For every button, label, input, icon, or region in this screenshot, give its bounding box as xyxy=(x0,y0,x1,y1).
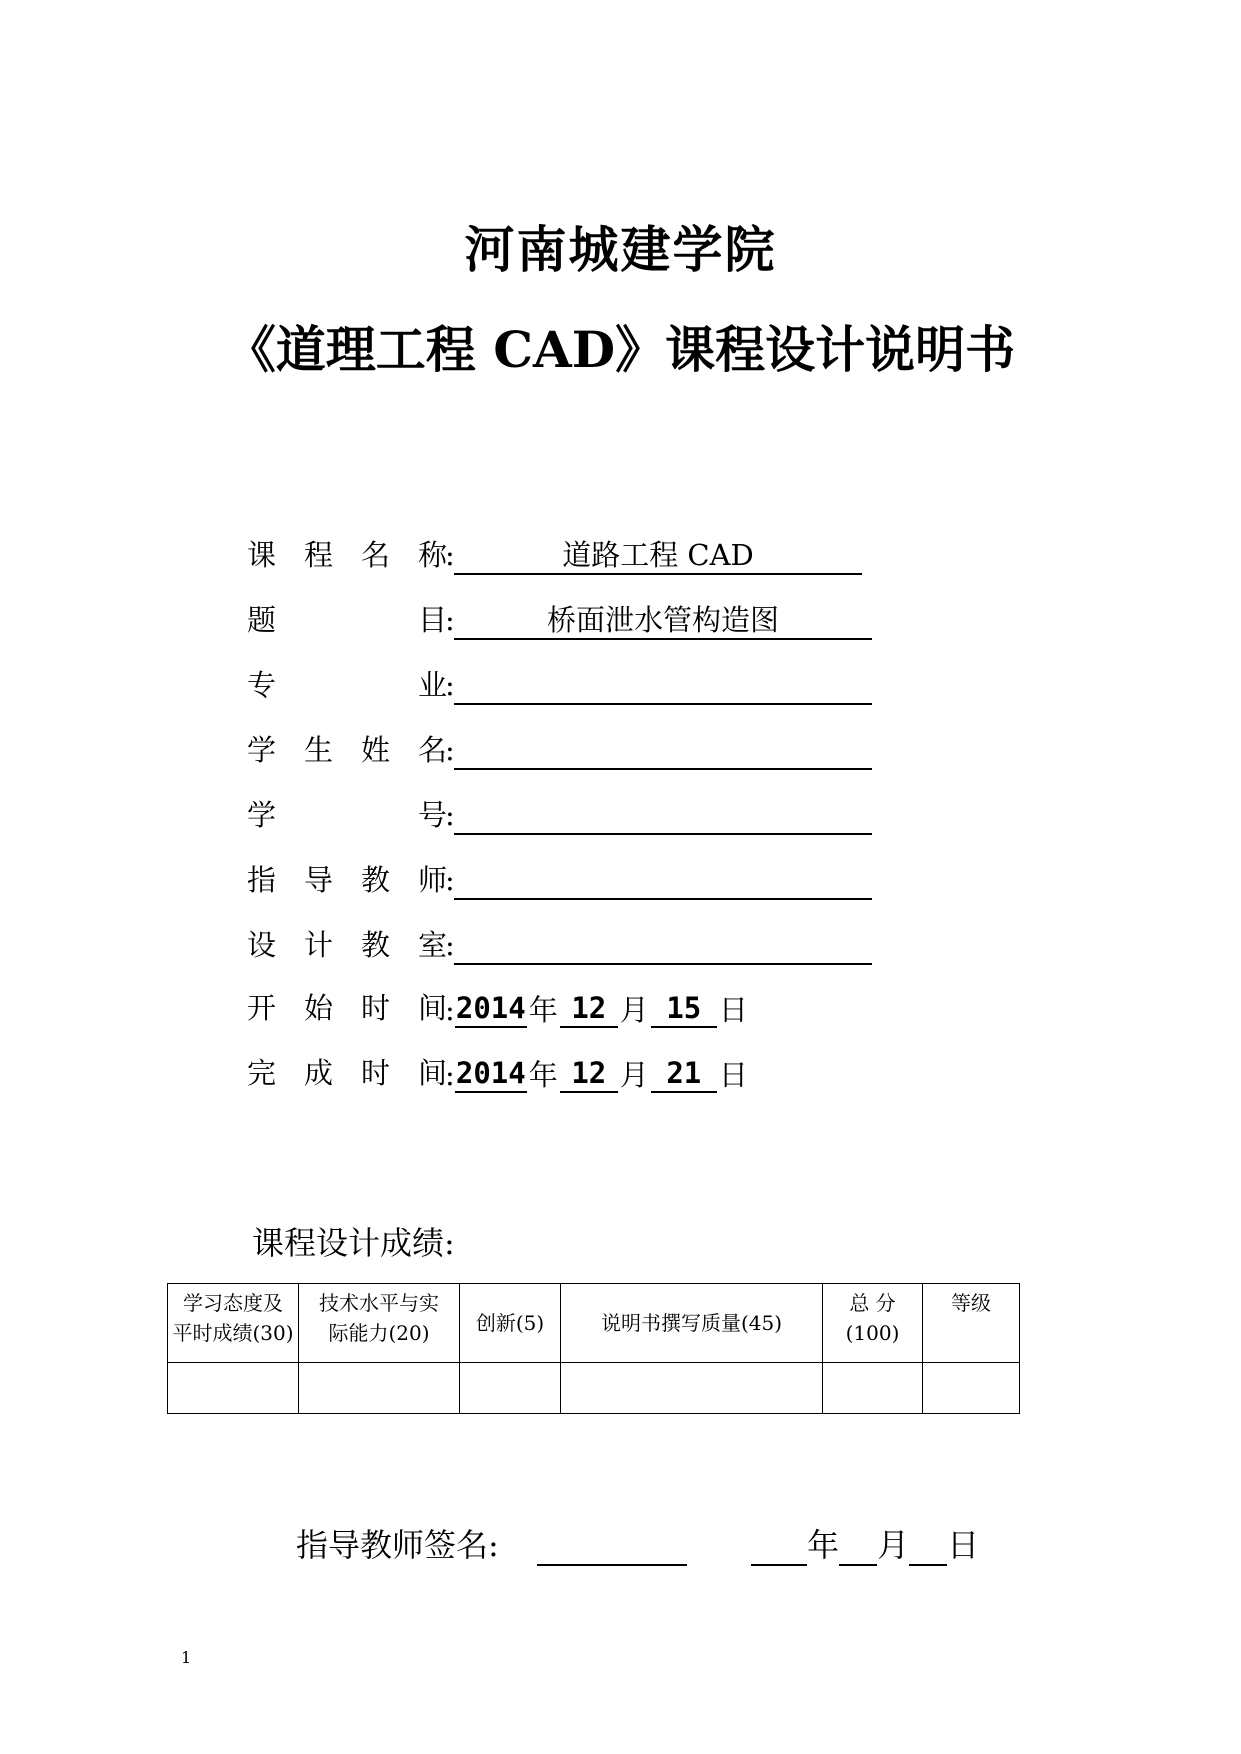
start-date-label: 开 始 时 间 xyxy=(247,991,447,1025)
field-label: 题 目 xyxy=(247,603,447,637)
end-month[interactable]: 12 xyxy=(560,1051,618,1093)
document-title: 《道理工程 CAD》课程设计说明书 xyxy=(225,320,1016,379)
grade-header-cell: 技术水平与实 际能力(20) xyxy=(299,1284,460,1363)
grades-title: 课程设计成绩: xyxy=(252,1224,455,1262)
institution-title: 河南城建学院 xyxy=(464,220,777,279)
start-month[interactable]: 12 xyxy=(560,986,618,1028)
field-value[interactable] xyxy=(454,728,872,770)
field-value[interactable] xyxy=(454,858,872,900)
signature-blank[interactable] xyxy=(537,1530,687,1566)
grade-header-cell: 等级 xyxy=(923,1284,1020,1363)
grades-value-row xyxy=(168,1363,1020,1414)
grade-header-cell: 说明书撰写质量(45) xyxy=(561,1284,823,1363)
end-date-label: 完 成 时 间 xyxy=(247,1056,447,1090)
start-year[interactable]: 2014 xyxy=(455,986,527,1028)
grade-cell-total[interactable] xyxy=(823,1363,923,1414)
field-label: 指 导 教 师 xyxy=(247,863,447,897)
field-value[interactable]: 桥面泄水管构造图 xyxy=(454,598,872,640)
signature-label: 指导教师签名: xyxy=(296,1526,499,1564)
field-label: 学 生 姓 名 xyxy=(247,733,447,767)
signature-year-blank[interactable] xyxy=(751,1530,807,1566)
grade-header-cell: 创新(5) xyxy=(460,1284,561,1363)
signature-month-blank[interactable] xyxy=(839,1530,877,1566)
field-value[interactable] xyxy=(454,923,872,965)
end-year[interactable]: 2014 xyxy=(455,1051,527,1093)
field-value[interactable]: 道路工程 CAD xyxy=(454,533,862,575)
year-unit: 年 xyxy=(807,1526,840,1564)
page-number: 1 xyxy=(181,1648,192,1667)
grade-header-cell: 学习态度及 平时成绩(30) xyxy=(168,1284,299,1363)
field-value[interactable] xyxy=(454,793,872,835)
month-unit: 月 xyxy=(877,1526,910,1564)
grade-cell-attitude[interactable] xyxy=(168,1363,299,1414)
field-label: 学 号 xyxy=(247,798,447,832)
grades-table xyxy=(167,1283,1020,1414)
grades-header-row xyxy=(168,1284,1020,1363)
day-unit: 日 xyxy=(947,1526,980,1564)
signature-line xyxy=(296,1520,979,1566)
field-label: 专 业 xyxy=(247,668,447,702)
start-day[interactable]: 15 xyxy=(651,986,717,1028)
grade-cell-level[interactable] xyxy=(923,1363,1020,1414)
end-day[interactable]: 21 xyxy=(651,1051,717,1093)
field-label: 课 程 名 称 xyxy=(247,538,447,572)
field-value[interactable] xyxy=(454,663,872,705)
grade-cell-report[interactable] xyxy=(561,1363,823,1414)
grade-cell-technical[interactable] xyxy=(299,1363,460,1414)
grade-header-cell: 总 分 (100) xyxy=(823,1284,923,1363)
grade-cell-innovation[interactable] xyxy=(460,1363,561,1414)
field-label: 设 计 教 室 xyxy=(247,928,447,962)
signature-day-blank[interactable] xyxy=(909,1530,947,1566)
